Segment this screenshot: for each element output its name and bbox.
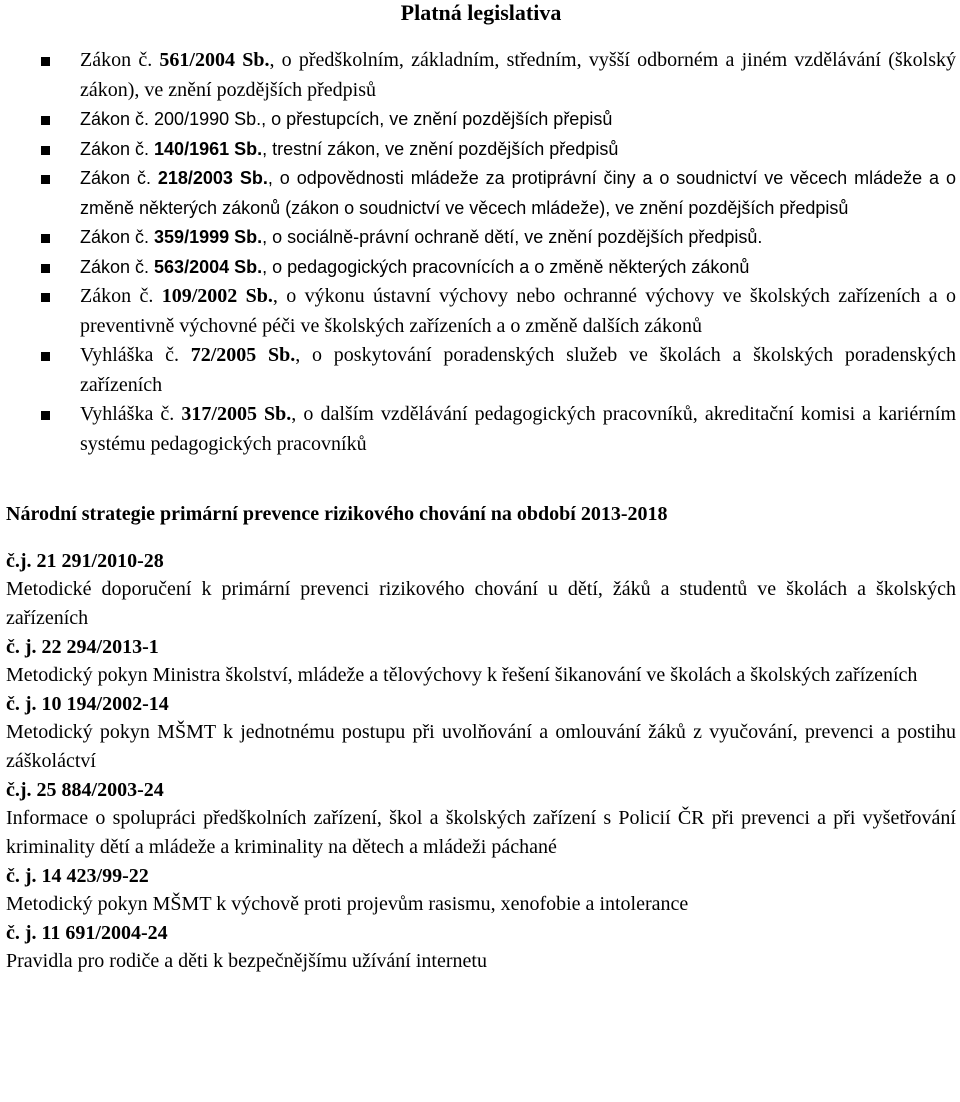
law-item: [6, 135, 956, 165]
law-item: [6, 400, 956, 459]
document-list: [6, 547, 956, 976]
law-prefix: Zákon č.: [80, 285, 162, 307]
law-prefix: Zákon č.: [80, 256, 155, 277]
law-prefix: Zákon č.: [80, 227, 155, 247]
law-prefix: Zákon č.: [80, 109, 155, 129]
law-text: , o dalším vzdělávání pedagogických pracovníků, akreditační komisi a kariérním systému pedagogických pracovníků: [80, 403, 957, 455]
law-item: [6, 282, 956, 341]
law-code: 218/2003 Sb.: [157, 168, 268, 188]
square-bullet-icon: [41, 57, 50, 66]
document-description: Pravidla pro rodiče a děti k bezpečnějšímu užívání internetu: [6, 950, 487, 972]
law-text: , trestní zákon, ve znění pozdějších předpisů: [262, 138, 619, 159]
document-description: Metodický pokyn Ministra školství, mládeže a tělovýchovy k řešení šikanování ve školách a školských zařízeních: [6, 664, 918, 686]
law-text: , o pedagogických pracovnících a o změně některých zákonů: [262, 256, 750, 277]
legislation-list: [6, 46, 956, 459]
law-code: 561/2004 Sb.: [159, 49, 270, 71]
law-text: , o předškolním, základním, středním, vyšší odborném a jiném vzdělávání (školský zákon), ve znění pozdějších předpisů: [80, 49, 956, 101]
square-bullet-icon: [41, 234, 50, 243]
document-reference: č. j. 10 194/2002-14: [6, 693, 169, 715]
document-reference: č.j. 21 291/2010-28: [6, 550, 164, 572]
square-bullet-icon: [41, 352, 50, 361]
square-bullet-icon: [41, 146, 50, 155]
law-code: 72/2005 Sb.: [190, 344, 296, 366]
document-reference: č. j. 14 423/99-22: [6, 865, 149, 887]
square-bullet-icon: [41, 116, 50, 125]
document-description: Informace o spolupráci předškolních zařízení, škol a školských zařízení s Policií ČR při prevenci a při vyšetřování kriminality dětí a mládeže a kriminality na dětech a mládeži páchané: [6, 807, 956, 858]
square-bullet-icon: [41, 293, 50, 302]
document-reference: č. j. 22 294/2013-1: [6, 636, 159, 658]
law-code: 563/2004 Sb.: [154, 256, 263, 277]
document-description: Metodický pokyn MŠMT k jednotnému postupu při uvolňování a omlouvání žáků z vyučování, prevenci a postihu záškoláctví: [6, 721, 956, 772]
law-text: , o přestupcích, ve znění pozdějších přepisů: [261, 109, 613, 129]
law-prefix: Zákon č.: [80, 168, 158, 188]
law-text: , o odpovědnosti mládeže za protiprávní činy a o soudnictví ve věcech mládeže a o změně některých zákonů (zákon o soudnictví ve věcech mládeže), ve znění pozdějších předpisů: [80, 168, 956, 218]
law-item: [6, 341, 956, 400]
law-code: 317/2005 Sb.: [181, 403, 292, 425]
square-bullet-icon: [41, 411, 50, 420]
law-text: , o poskytování poradenských služeb ve školách a školských poradenských zařízeních: [80, 344, 956, 396]
law-code: 200/1990 Sb.: [154, 109, 262, 129]
law-item: [6, 105, 956, 135]
law-prefix: Vyhláška č.: [80, 403, 182, 425]
square-bullet-icon: [41, 264, 50, 273]
law-item: [6, 253, 956, 283]
law-code: 359/1999 Sb.: [154, 227, 263, 247]
law-prefix: Vyhláška č.: [80, 344, 191, 366]
document-reference: č.j. 25 884/2003-24: [6, 779, 164, 801]
law-code: 109/2002 Sb.: [161, 285, 273, 307]
square-bullet-icon: [41, 175, 50, 184]
law-text: , o výkonu ústavní výchovy nebo ochranné výchovy ve školských zařízeních a o preventivně výchovné péči ve školských zařízeních a o změně dalších zákonů: [80, 285, 956, 337]
law-item: [6, 46, 956, 105]
law-prefix: Zákon č.: [80, 138, 155, 159]
strategy-heading: Národní strategie primární prevence rizikového chování na období 2013-2018: [6, 503, 668, 525]
page-title: Platná legislativa: [400, 0, 562, 25]
document-description: Metodické doporučení k primární prevenci rizikového chování u dětí, žáků a studentů ve školách a školských zařízeních: [6, 578, 956, 629]
document-description: Metodický pokyn MŠMT k výchově proti projevům rasismu, xenofobie a intolerance: [6, 893, 689, 915]
document-reference: č. j. 11 691/2004-24: [6, 922, 168, 944]
law-item: [6, 223, 956, 253]
law-item: [6, 164, 956, 223]
law-text: , o sociálně-právní ochraně dětí, ve znění pozdějších předpisů.: [262, 227, 763, 247]
law-code: 140/1961 Sb.: [154, 138, 263, 159]
law-prefix: Zákon č.: [80, 49, 160, 71]
